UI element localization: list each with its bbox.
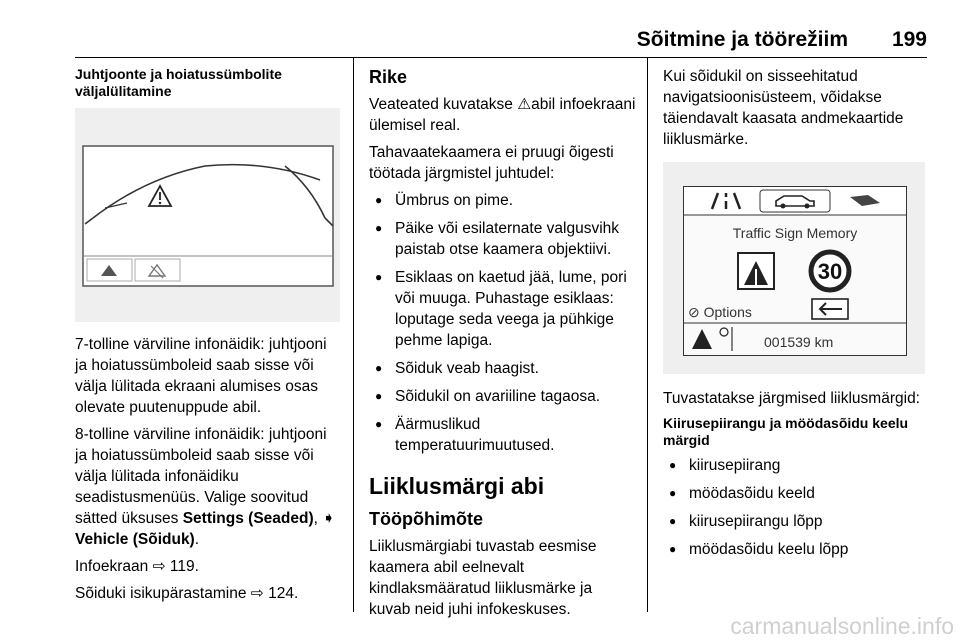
traffic-sign-memory-figure	[663, 162, 925, 374]
list-item: ● Päike või esilaternate valgusvihk paistab otse kaamera objektiivi.	[369, 218, 636, 260]
rear-camera-illustration	[75, 108, 340, 322]
cluster-display-graphics	[684, 187, 906, 355]
heading-principle: Tööpõhimõte	[369, 509, 483, 529]
list-item: ● möödasõidu keelu lõpp	[663, 539, 928, 560]
cluster-display	[683, 186, 907, 356]
paragraph: Tuvastatakse järgmised liiklusmärgid:	[663, 390, 920, 407]
column-divider	[353, 58, 354, 612]
heading-faults: Rike	[369, 67, 408, 87]
reference-arrow-icon: ⇨	[250, 585, 264, 602]
paragraph: 7-tolline värviline infonäidik: juhtjooni ja hoiatussümboleid saab sisse või välja lülitada ekraani alumises osas olevate puutenuppude abil.	[75, 336, 327, 416]
column-left	[75, 66, 340, 610]
warning-icon: ⚠	[517, 96, 532, 113]
column-middle	[369, 66, 636, 626]
paragraph: Liiklusmärgiabi tuvastab eesmise kaamera abil eelnevalt kindlaksmääratud liiklusmärke ja kuvab neid juhi infokeskuses.	[369, 538, 597, 618]
odometer-readout: 001539 km	[764, 334, 834, 350]
paragraph: Veateated kuvatakse ⚠abil infoekraani ülemisel real.	[369, 96, 636, 134]
cross-reference[interactable]: Sõiduki isikupärastamine ⇨ 124.	[75, 585, 299, 602]
section-subheading: Kiirusepiirangu ja möödasõidu keelu märgid	[663, 415, 909, 448]
page-header	[0, 0, 960, 58]
column-divider	[647, 58, 648, 612]
list-item: ● kiirusepiirangu lõpp	[663, 511, 928, 532]
options-label: ⊘ Options	[688, 304, 752, 320]
page-number: 199	[891, 28, 927, 51]
reference-arrow-icon: ⇨	[152, 558, 166, 575]
options-check-icon: ⊘	[688, 304, 700, 320]
motorway-sign-icon	[738, 253, 774, 289]
camera-display-figure	[75, 108, 340, 322]
motorway-small-icon	[692, 329, 712, 349]
arrow-icon: ➧	[322, 510, 336, 527]
column-right	[663, 66, 928, 567]
cross-reference[interactable]: Infoekraan ⇨ 119.	[75, 558, 199, 575]
speed-limit-sign-icon	[811, 252, 849, 290]
bullet-list	[369, 190, 636, 456]
display-title: Traffic Sign Memory	[732, 225, 858, 241]
header-rule	[75, 57, 927, 58]
paragraph: 8-tolline värviline infonäidik: juhtjooni ja hoiatussümboleid saab sisse või välja lülitada infonäidiku seadistusmenüüs. Valige soovitud sätted üksuses Settings (Seaded), ➧ Vehicle (Sõiduk).	[75, 426, 336, 548]
svg-text:30: 30	[817, 259, 843, 284]
page-title: Sõitmine ja töörežiim	[636, 28, 848, 51]
list-item: ● Esiklaas on kaetud jää, lume, pori või muuga. Puhastage esiklaas: loputage seda veega ja pühkige pehme lapiga.	[369, 267, 636, 351]
paragraph: Tahavaatekaamera ei pruugi õigesti töötada järgmistel juhtudel:	[369, 144, 614, 182]
heading-traffic-sign-assistant: Liiklusmärgi abi	[369, 473, 545, 499]
list-item: ● Sõidukil on avariiline tagaosa.	[369, 386, 636, 407]
back-arrow-icon	[812, 299, 848, 319]
list-item: ● Ümbrus on pime.	[369, 190, 636, 211]
list-item: ● Sõiduk veab haagist.	[369, 358, 636, 379]
section-subheading: Juhtjoonte ja hoiatussümbolite väljalülitamine	[75, 66, 282, 99]
watermark: carmanualsonline.info	[730, 613, 954, 639]
bullet-list	[663, 455, 928, 560]
list-item: ● Äärmuslikud temperatuurimuutused.	[369, 414, 636, 456]
list-item: ● möödasõidu keeld	[663, 483, 928, 504]
paragraph: Kui sõidukil on sisseehitatud navigatsioonisüsteem, võidakse täiendavalt kaasata andmekaartide liiklusmärke.	[663, 68, 904, 148]
list-item: ● kiirusepiirang	[663, 455, 928, 476]
